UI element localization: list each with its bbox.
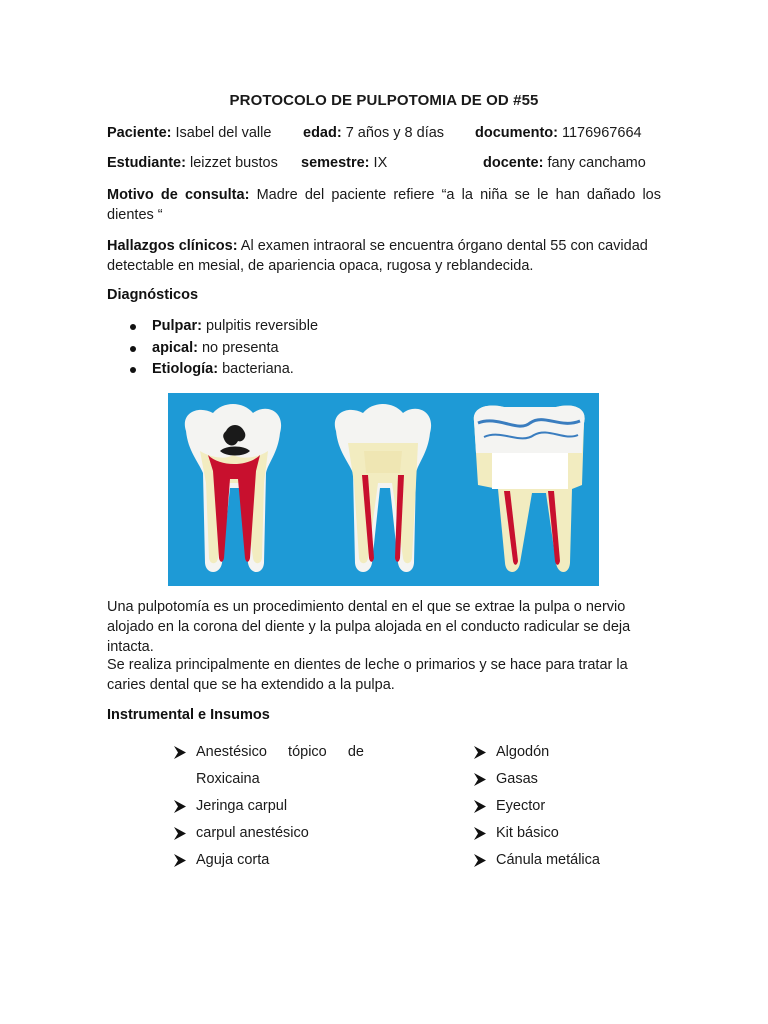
teacher-value: fany canchamo xyxy=(547,155,646,171)
document-field xyxy=(475,125,642,141)
arrow-bullet-icon xyxy=(474,773,486,786)
clinical-findings xyxy=(107,236,661,276)
tooth-with-crown-icon xyxy=(474,406,585,572)
diagnosis-value: pulpitis reversible xyxy=(205,318,319,334)
semester-value: IX xyxy=(373,155,388,171)
instrument-name: carpul anestésico xyxy=(196,825,309,841)
age-value: 7 años y 8 días xyxy=(345,125,445,141)
diagnosis-heading xyxy=(107,285,198,305)
description-paragraph-2: Se realiza principalmente en dientes de leche o primarios y se hace para tratar la caries dental que se ha extendido a la pulpa. xyxy=(107,657,628,693)
semester-label: semestre: xyxy=(301,155,370,171)
bullet-icon xyxy=(130,367,136,373)
arrow-bullet-icon xyxy=(474,800,486,813)
teacher-label: docente: xyxy=(483,155,544,171)
patient-label: Paciente: xyxy=(107,125,172,141)
list-item xyxy=(474,847,634,874)
student-value: leizzet bustos xyxy=(189,155,278,171)
instrument-name: Aguja corta xyxy=(196,852,270,868)
clinical-findings-text: Al examen intraoral se encuentra órgano dental 55 con cavidad detectable en mesial, de apariencia opaca, rugosa y reblandecida. xyxy=(107,238,648,274)
semester-field xyxy=(301,155,387,171)
list-item xyxy=(174,820,364,847)
instruments-list-left xyxy=(174,739,364,874)
list-item xyxy=(174,847,364,874)
document-title: PROTOCOLO DE PULPOTOMIA DE OD #55 xyxy=(229,92,539,109)
student-field xyxy=(107,155,278,171)
instrument-word: Anestésico xyxy=(196,744,267,760)
document-label: documento: xyxy=(475,125,558,141)
instruments-list-right xyxy=(474,739,634,874)
clinical-findings-label: Hallazgos clínicos: xyxy=(107,238,238,254)
instrument-name: Jeringa carpul xyxy=(196,798,288,814)
list-item xyxy=(174,793,364,820)
instrumental-heading xyxy=(107,705,270,725)
instrument-name: Algodón xyxy=(496,744,550,760)
arrow-bullet-icon xyxy=(174,800,186,813)
diagnosis-heading-text: Diagnósticos xyxy=(107,287,199,303)
age-field xyxy=(303,125,444,141)
diagnosis-value: bacteriana. xyxy=(222,361,294,377)
arrow-bullet-icon xyxy=(174,746,186,759)
diagnosis-list xyxy=(128,316,318,381)
diagnosis-label: Etiología: xyxy=(152,361,219,377)
diagnosis-label: Pulpar: xyxy=(152,318,202,334)
instrument-name: Cánula metálica xyxy=(496,852,600,868)
diagnosis-label: apical: xyxy=(152,339,198,356)
arrow-bullet-icon xyxy=(174,854,186,867)
instrument-word: de xyxy=(347,744,364,760)
description-paragraph-1: Una pulpotomía es un procedimiento dental en el que se extrae la pulpa o nervio alojado en la corona del diente y la pulpa alojada en el conducto radicular se deja intacta. xyxy=(107,599,631,655)
tooth-pulp-removed-icon xyxy=(335,404,431,572)
instrument-name: Gasas xyxy=(496,771,538,787)
teeth-diagram xyxy=(168,393,599,586)
instrumental-heading-text: Instrumental e Insumos xyxy=(107,707,270,723)
list-item xyxy=(128,359,318,381)
instrument-name: Kit básico xyxy=(496,825,559,841)
list-item xyxy=(474,820,634,847)
consultation-reason-text: Madre del paciente refiere “a la niña se le han dañado los dientes “ xyxy=(107,187,661,223)
list-item xyxy=(474,739,634,766)
list-item xyxy=(474,793,634,820)
bullet-icon xyxy=(130,324,136,330)
arrow-bullet-icon xyxy=(174,827,186,840)
instrument-word: tópico xyxy=(288,744,327,760)
consultation-reason-label: Motivo de consulta: xyxy=(107,187,250,203)
patient-value: Isabel del valle xyxy=(175,125,272,141)
consultation-reason xyxy=(107,185,661,225)
student-label: Estudiante: xyxy=(107,155,186,171)
list-item xyxy=(128,316,318,338)
teacher-field xyxy=(483,155,646,171)
instrument-name: Eyector xyxy=(496,798,546,814)
document-value: 1176967664 xyxy=(562,125,642,141)
instrument-continuation: Roxicaina xyxy=(196,771,260,787)
tooth-with-caries-icon xyxy=(185,404,281,572)
pulpotomy-illustration xyxy=(168,393,599,586)
list-item xyxy=(174,739,364,793)
arrow-bullet-icon xyxy=(474,854,486,867)
instrument-first-line xyxy=(196,739,364,766)
bullet-icon xyxy=(130,346,136,352)
diagnosis-value: no presenta xyxy=(201,339,279,356)
arrow-bullet-icon xyxy=(474,746,486,759)
patient-field xyxy=(107,125,271,141)
age-label: edad: xyxy=(303,125,342,141)
list-item xyxy=(128,338,318,360)
list-item xyxy=(474,766,634,793)
arrow-bullet-icon xyxy=(474,827,486,840)
